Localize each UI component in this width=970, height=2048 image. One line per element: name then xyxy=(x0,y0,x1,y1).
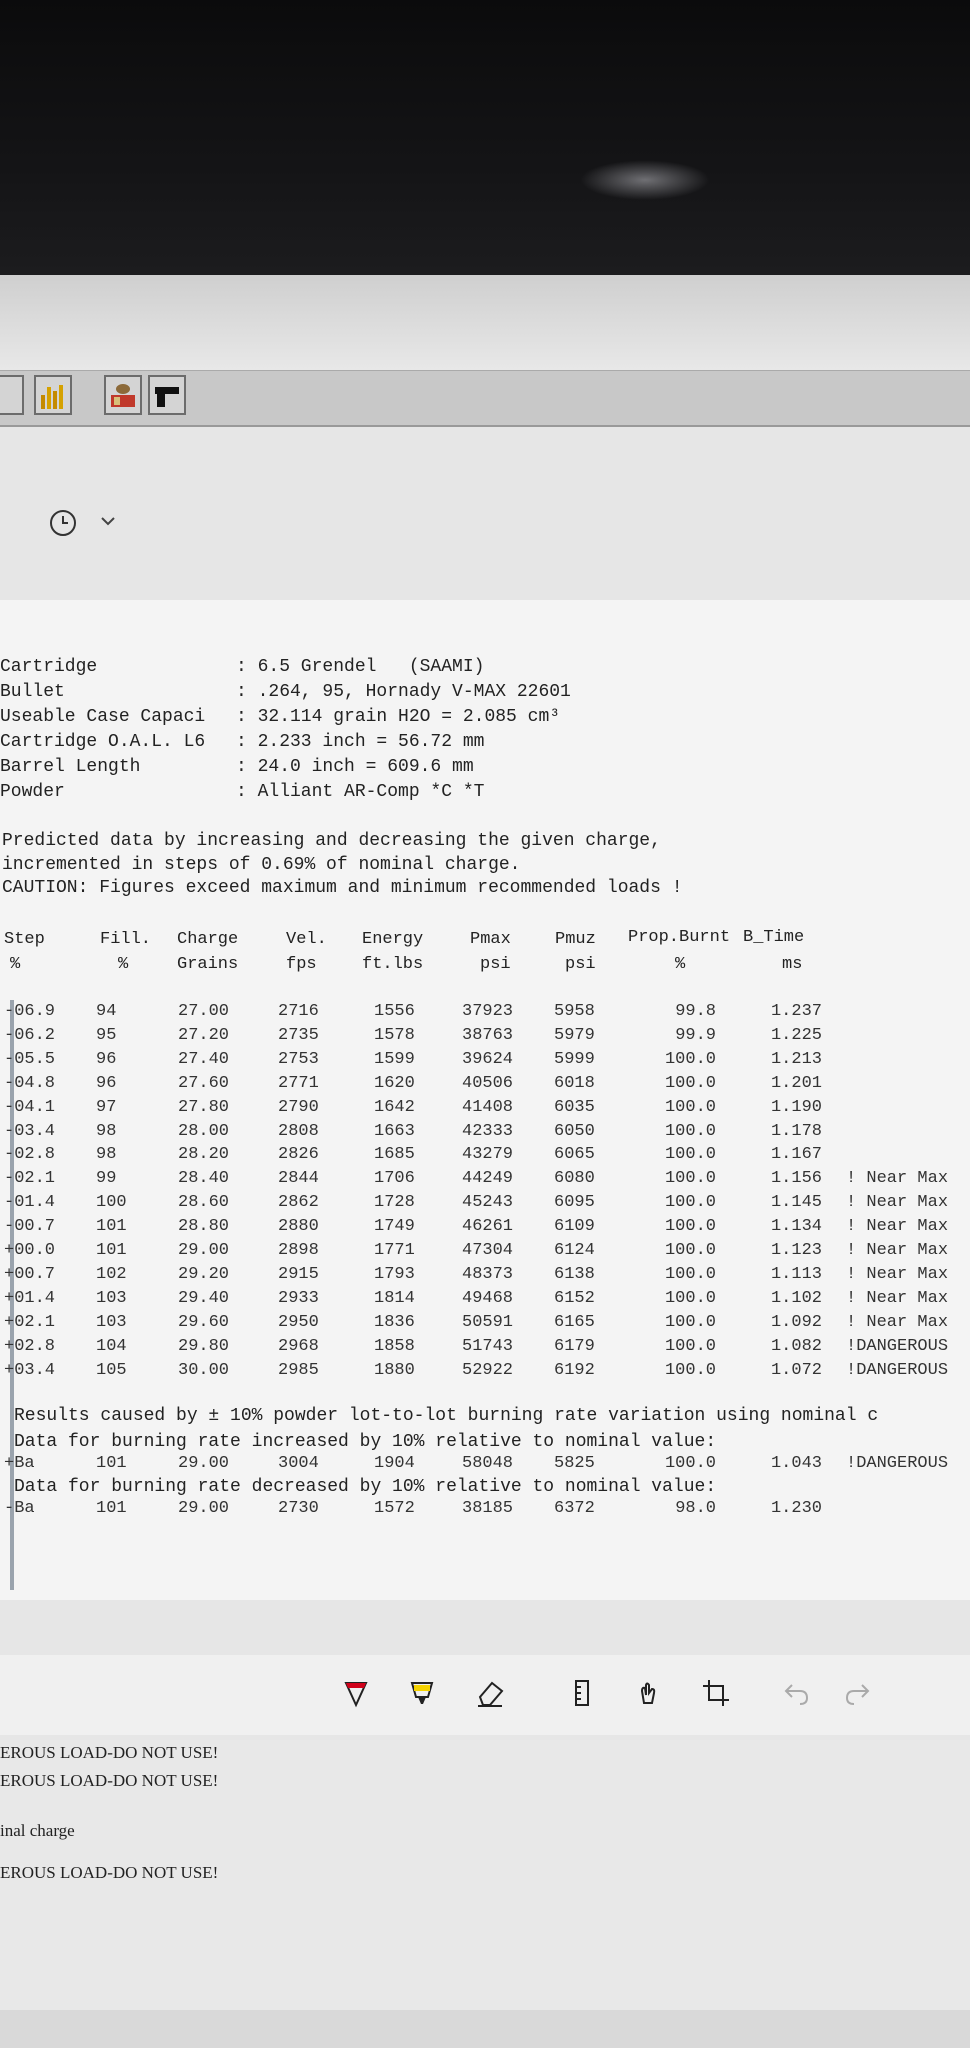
variation-inc-label: Data for burning rate increased by 10% relative to nominal value: xyxy=(14,1432,717,1452)
table-cell: 28.80 xyxy=(178,1217,230,1237)
table-cell: 2735 xyxy=(278,1025,319,1045)
table-cell: 6372 xyxy=(554,1499,595,1518)
table-cell: 100.0 xyxy=(664,1454,716,1473)
table-cell: 103 xyxy=(96,1312,127,1332)
table-cell: 29.60 xyxy=(178,1312,230,1332)
warning-cell: ! Near Max xyxy=(846,1241,949,1260)
table-cell: 51743 xyxy=(462,1336,514,1356)
table-cell: -02.8 xyxy=(4,1145,56,1165)
table-cell: 6018 xyxy=(554,1073,595,1093)
cartridge-case-button[interactable] xyxy=(104,375,142,415)
table-cell: +02.1 xyxy=(4,1312,56,1332)
table-cell: 98.0 xyxy=(675,1499,716,1518)
table-cell: 100.0 xyxy=(664,1169,716,1189)
warning-line: EROUS LOAD-DO NOT USE! xyxy=(0,1771,219,1790)
info-label: Useable Case Capaci xyxy=(0,707,206,727)
warning-cell: ! Near Max xyxy=(846,1169,949,1189)
table-cell: 42333 xyxy=(462,1121,514,1141)
table-cell: 1793 xyxy=(374,1264,415,1284)
table-cell: 30.00 xyxy=(178,1360,230,1380)
table-cell: 39624 xyxy=(462,1049,514,1069)
table-cell: 1.225 xyxy=(770,1025,822,1045)
table-cell: 6192 xyxy=(554,1360,595,1380)
info-label: Cartridge xyxy=(0,657,98,677)
table-cell: 2790 xyxy=(278,1097,319,1117)
table-cell: 98 xyxy=(96,1121,117,1141)
table-cell: 1.082 xyxy=(770,1336,822,1356)
table-cell: 1.072 xyxy=(770,1360,822,1380)
table-cell: 2716 xyxy=(278,1002,319,1021)
table-cell: 28.40 xyxy=(178,1169,230,1189)
header-pmax: Pmax xyxy=(470,930,511,949)
monitor-bezel xyxy=(0,0,970,275)
header-pmuz: Pmuz xyxy=(555,930,596,949)
caution-line: CAUTION: Figures exceed maximum and minimum recommended loads ! xyxy=(2,878,683,898)
table-cell: 103 xyxy=(96,1288,127,1308)
table-cell: 1572 xyxy=(374,1499,415,1518)
table-cell: 99 xyxy=(96,1169,117,1189)
header-velocity: Vel. xyxy=(286,930,327,949)
ruler-icon[interactable] xyxy=(566,1677,598,1709)
table-cell: 58048 xyxy=(462,1454,514,1473)
table-cell: 28.20 xyxy=(178,1145,230,1165)
table-cell: 40506 xyxy=(462,1073,514,1093)
header-energy-unit: ft.lbs xyxy=(362,955,424,974)
table-cell: 1836 xyxy=(374,1312,415,1332)
table-cell: +01.4 xyxy=(4,1288,56,1308)
chart-icon xyxy=(38,381,68,411)
table-cell: 1663 xyxy=(374,1121,415,1141)
table-cell: 6035 xyxy=(554,1097,595,1117)
table-cell: 1.178 xyxy=(770,1121,822,1141)
table-cell: 6138 xyxy=(554,1264,595,1284)
table-cell: -03.4 xyxy=(4,1121,56,1141)
table-cell: 2950 xyxy=(278,1312,319,1332)
warning-cell: !DANGEROUS xyxy=(846,1336,949,1356)
table-cell: 102 xyxy=(96,1264,127,1284)
table-cell: 1.156 xyxy=(770,1169,822,1189)
table-cell: 29.00 xyxy=(178,1241,230,1260)
table-cell: -Ba xyxy=(4,1499,35,1518)
table-cell: 97 xyxy=(96,1097,117,1117)
chevron-down-icon[interactable] xyxy=(100,515,116,527)
table-cell: 2968 xyxy=(278,1336,319,1356)
table-cell: 6179 xyxy=(554,1336,595,1356)
variation-intro: Results caused by ± 10% powder lot-to-lot burning rate variation using nominal c xyxy=(14,1406,879,1426)
info-value: : Alliant AR-Comp *C *T xyxy=(236,782,485,802)
table-cell: 1.145 xyxy=(770,1193,822,1213)
table-cell: -06.9 xyxy=(4,1002,56,1021)
note-line: inal charge xyxy=(0,1821,75,1840)
table-cell: 101 xyxy=(96,1499,127,1518)
table-cell: 2862 xyxy=(278,1193,319,1213)
info-label: Bullet xyxy=(0,682,65,702)
table-cell: 41408 xyxy=(462,1097,514,1117)
table-cell: 5825 xyxy=(554,1454,595,1473)
table-cell: 3004 xyxy=(278,1454,319,1473)
highlighter-icon[interactable] xyxy=(406,1677,438,1709)
table-cell: 38763 xyxy=(462,1025,514,1045)
table-cell: 46261 xyxy=(462,1217,514,1237)
table-cell: 2730 xyxy=(278,1499,319,1518)
table-cell: 27.40 xyxy=(178,1049,230,1069)
table-cell: 6152 xyxy=(554,1288,595,1308)
table-cell: 1749 xyxy=(374,1217,415,1237)
table-cell: 1728 xyxy=(374,1193,415,1213)
table-cell: 1.230 xyxy=(770,1499,822,1518)
table-cell: +00.0 xyxy=(4,1241,56,1260)
table-cell: 2985 xyxy=(278,1360,319,1380)
table-cell: 94 xyxy=(96,1002,117,1021)
table-cell: 29.00 xyxy=(178,1454,230,1473)
info-value: : 32.114 grain H2O = 2.085 cm³ xyxy=(236,707,561,727)
table-cell: 100.0 xyxy=(664,1097,716,1117)
toolbar-button-partial[interactable] xyxy=(0,375,24,415)
redo-icon[interactable] xyxy=(842,1677,874,1709)
gun-case-icon xyxy=(108,381,138,411)
table-cell: -04.1 xyxy=(4,1097,56,1117)
table-cell: 100.0 xyxy=(664,1073,716,1093)
table-cell: +Ba xyxy=(4,1454,35,1473)
header-b-time-unit: ms xyxy=(782,955,803,974)
table-cell: 2771 xyxy=(278,1073,319,1093)
header-energy: Energy xyxy=(362,930,424,949)
info-label: Cartridge O.A.L. L6 xyxy=(0,732,206,752)
info-value: : .264, 95, Hornady V-MAX 22601 xyxy=(236,682,571,702)
warning-line: EROUS LOAD-DO NOT USE! xyxy=(0,1743,219,1762)
header-fill-unit: % xyxy=(118,955,129,974)
table-cell: +02.8 xyxy=(4,1336,56,1356)
table-cell: 38185 xyxy=(462,1499,514,1518)
table-cell: 101 xyxy=(96,1454,127,1473)
table-cell: 1880 xyxy=(374,1360,415,1380)
table-cell: 100.0 xyxy=(664,1145,716,1165)
table-cell: 6109 xyxy=(554,1217,595,1237)
table-cell: 100.0 xyxy=(664,1312,716,1332)
header-pmax-unit: psi xyxy=(480,955,511,974)
table-cell: 100.0 xyxy=(664,1121,716,1141)
header-fill: Fill. xyxy=(100,930,152,949)
table-cell: 96 xyxy=(96,1049,117,1069)
table-cell: 1685 xyxy=(374,1145,415,1165)
table-cell: 2808 xyxy=(278,1121,319,1141)
table-cell: 1814 xyxy=(374,1288,415,1308)
table-cell: 99.9 xyxy=(675,1025,716,1045)
table-cell: 1642 xyxy=(374,1097,415,1117)
header-velocity-unit: fps xyxy=(286,955,317,974)
chart-button[interactable] xyxy=(34,375,72,415)
info-label: Powder xyxy=(0,782,65,802)
table-cell: 45243 xyxy=(462,1193,514,1213)
table-cell: -02.1 xyxy=(4,1169,56,1189)
table-cell: 1556 xyxy=(374,1002,415,1021)
table-cell: 101 xyxy=(96,1217,127,1237)
table-cell: 47304 xyxy=(462,1241,514,1260)
table-cell: -06.2 xyxy=(4,1025,56,1045)
table-cell: 29.20 xyxy=(178,1264,230,1284)
table-cell: 29.00 xyxy=(178,1499,230,1518)
header-pmuz-unit: psi xyxy=(565,955,596,974)
screen-glare xyxy=(580,160,710,200)
table-cell: 100 xyxy=(96,1193,127,1213)
table-cell: 1.213 xyxy=(770,1049,822,1069)
table-cell: 5958 xyxy=(554,1002,595,1021)
table-cell: 28.60 xyxy=(178,1193,230,1213)
warning-cell: !DANGEROUS xyxy=(846,1454,949,1473)
warning-cell: ! Near Max xyxy=(846,1288,949,1308)
warning-cell: ! Near Max xyxy=(846,1312,949,1332)
table-cell: 101 xyxy=(96,1241,127,1260)
table-cell: 6095 xyxy=(554,1193,595,1213)
table-cell: 1.113 xyxy=(770,1264,822,1284)
table-cell: 1.043 xyxy=(770,1454,822,1473)
crop-icon[interactable] xyxy=(700,1677,732,1709)
header-charge-unit: Grains xyxy=(177,955,239,974)
table-cell: 44249 xyxy=(462,1169,514,1189)
table-cell: 52922 xyxy=(462,1360,514,1380)
table-cell: 105 xyxy=(96,1360,127,1380)
table-cell: -04.8 xyxy=(4,1073,56,1093)
table-cell: 1.134 xyxy=(770,1217,822,1237)
table-cell: 2880 xyxy=(278,1217,319,1237)
table-cell: 1620 xyxy=(374,1073,415,1093)
info-value: : 2.233 inch = 56.72 mm xyxy=(236,732,485,752)
note-line: incremented in steps of 0.69% of nominal charge. xyxy=(2,855,521,875)
table-cell: 100.0 xyxy=(664,1336,716,1356)
table-cell: 5999 xyxy=(554,1049,595,1069)
table-cell: -05.5 xyxy=(4,1049,56,1069)
table-cell: 1.190 xyxy=(770,1097,822,1117)
table-cell: 1.092 xyxy=(770,1312,822,1332)
header-step: Step xyxy=(4,930,45,949)
table-cell: 1771 xyxy=(374,1241,415,1260)
app-toolbar xyxy=(0,370,970,427)
pistol-icon xyxy=(152,381,182,411)
table-cell: 6165 xyxy=(554,1312,595,1332)
table-cell: 27.60 xyxy=(178,1073,230,1093)
table-cell: 2915 xyxy=(278,1264,319,1284)
table-cell: 100.0 xyxy=(664,1241,716,1260)
variation-dec-label: Data for burning rate decreased by 10% relative to nominal value: xyxy=(14,1477,717,1497)
table-cell: 1904 xyxy=(374,1454,415,1473)
table-cell: 95 xyxy=(96,1025,117,1045)
table-cell: 1599 xyxy=(374,1049,415,1069)
table-cell: 27.20 xyxy=(178,1025,230,1045)
window-titlebar-area xyxy=(0,275,970,370)
table-cell: 100.0 xyxy=(664,1217,716,1237)
table-cell: +03.4 xyxy=(4,1360,56,1380)
info-label: Barrel Length xyxy=(0,757,141,777)
table-cell: 5979 xyxy=(554,1025,595,1045)
table-cell: 6080 xyxy=(554,1169,595,1189)
header-prop-burnt-unit: % xyxy=(675,955,686,974)
table-cell: 1578 xyxy=(374,1025,415,1045)
table-cell: 96 xyxy=(96,1073,117,1093)
table-cell: 2753 xyxy=(278,1049,319,1069)
table-cell: 1.201 xyxy=(770,1073,822,1093)
table-cell: 37923 xyxy=(462,1002,514,1021)
note-line: Predicted data by increasing and decreasing the given charge, xyxy=(2,831,661,851)
table-cell: 6065 xyxy=(554,1145,595,1165)
warning-cell: ! Near Max xyxy=(846,1193,949,1213)
warning-line: EROUS LOAD-DO NOT USE! xyxy=(0,1863,219,1882)
table-cell: 1.123 xyxy=(770,1241,822,1260)
eraser-icon[interactable] xyxy=(474,1677,506,1709)
table-cell: 48373 xyxy=(462,1264,514,1284)
table-cell: 29.80 xyxy=(178,1336,230,1356)
table-cell: 2898 xyxy=(278,1241,319,1260)
ballpoint-pen-icon[interactable] xyxy=(340,1677,372,1709)
table-cell: 100.0 xyxy=(664,1193,716,1213)
warning-cell: ! Near Max xyxy=(846,1217,949,1237)
background-window xyxy=(0,1740,970,2048)
table-cell: 28.00 xyxy=(178,1121,230,1141)
warning-cell: ! Near Max xyxy=(846,1264,949,1284)
table-cell: 27.00 xyxy=(178,1002,230,1021)
header-b-time: B_Time xyxy=(743,928,805,947)
touch-writing-icon[interactable] xyxy=(632,1677,664,1709)
info-value: : 24.0 inch = 609.6 mm xyxy=(236,757,474,777)
table-cell: 43279 xyxy=(462,1145,514,1165)
pistol-button[interactable] xyxy=(148,375,186,415)
table-cell: 100.0 xyxy=(664,1049,716,1069)
table-cell: 1706 xyxy=(374,1169,415,1189)
clock-icon[interactable] xyxy=(48,508,78,538)
table-cell: 98 xyxy=(96,1145,117,1165)
table-cell: 50591 xyxy=(462,1312,514,1332)
table-cell: 27.80 xyxy=(178,1097,230,1117)
table-cell: +00.7 xyxy=(4,1264,56,1284)
table-cell: 2933 xyxy=(278,1288,319,1308)
table-cell: 99.8 xyxy=(675,1002,716,1021)
table-cell: 1.237 xyxy=(770,1002,822,1021)
table-cell: 2826 xyxy=(278,1145,319,1165)
table-cell: 104 xyxy=(96,1336,127,1356)
header-charge: Charge xyxy=(177,930,239,949)
table-cell: 100.0 xyxy=(664,1288,716,1308)
table-cell: 29.40 xyxy=(178,1288,230,1308)
table-cell: 100.0 xyxy=(664,1360,716,1380)
table-cell: -00.7 xyxy=(4,1217,56,1237)
table-cell: -01.4 xyxy=(4,1193,56,1213)
header-prop-burnt: Prop.Burnt xyxy=(628,928,731,947)
header-step-unit: % xyxy=(10,955,21,974)
table-cell: 6050 xyxy=(554,1121,595,1141)
table-cell: 1.102 xyxy=(770,1288,822,1308)
undo-icon[interactable] xyxy=(780,1677,812,1709)
table-cell: 1858 xyxy=(374,1336,415,1356)
bottom-strip xyxy=(0,2010,970,2048)
table-cell: 6124 xyxy=(554,1241,595,1260)
table-cell: 100.0 xyxy=(664,1264,716,1284)
info-value: : 6.5 Grendel (SAAMI) xyxy=(236,657,485,677)
table-cell: 1.167 xyxy=(770,1145,822,1165)
table-cell: 2844 xyxy=(278,1169,319,1189)
warning-cell: !DANGEROUS xyxy=(846,1360,949,1380)
table-cell: 49468 xyxy=(462,1288,514,1308)
